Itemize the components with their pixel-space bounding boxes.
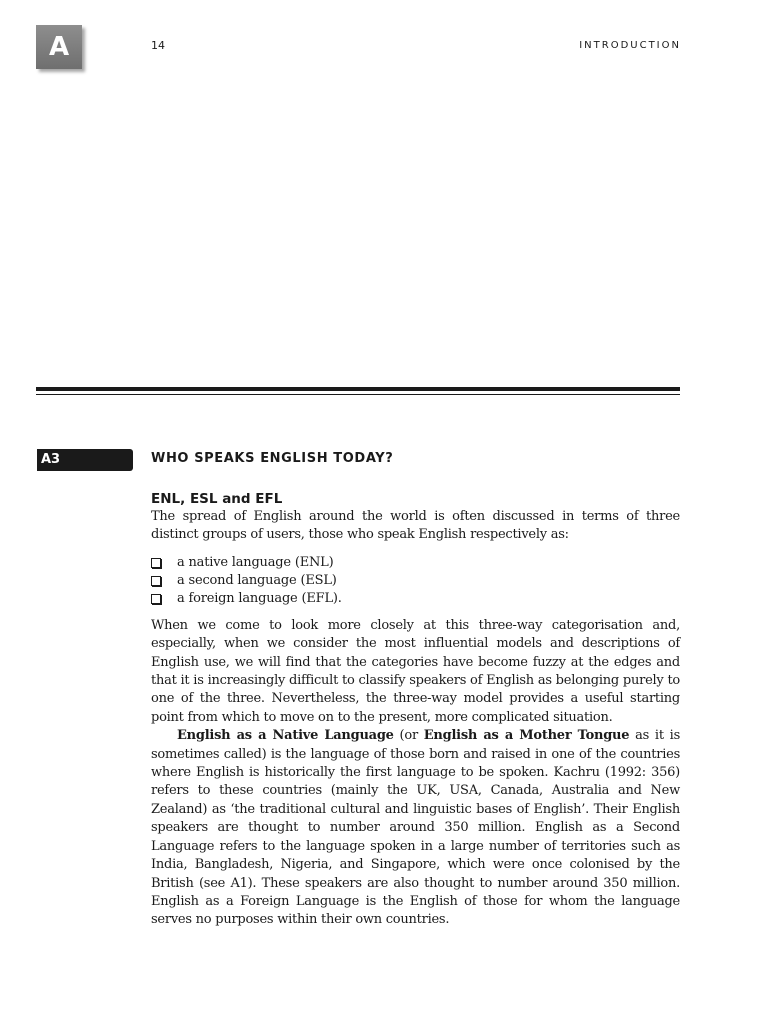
paragraph-2-text-a: (or [393,728,424,744]
paragraph-2-text-b: as it is sometimes called) is the language of those born and raised in one of the countries where English is historically the first language to be spoken. Kachru (1992: 356) refers to these countries (mainly the UK, USA, Canada, Australia and New Zealand) as ‘the traditional cultural and linguistic bases of English’. Their English speakers are thought to number around 350 million. English as a Second Language refers to the language spoken in a large number of territories such as India, Bangladesh, Nigeria, and Singapore, which were once colonised by the British (see A1). These speakers are also thought to number around 350 million. English as a Foreign Language is the English of those for whom the language serves no purposes within their own countries. [151,728,680,928]
list-item-text: a native language (ENL) [177,554,334,570]
divider-thin [36,394,680,395]
section-badge-letter: A [48,32,70,62]
intro-paragraph: The spread of English around the world is often discussed in terms of three distinct groups of users, those who speak English respectively as: [151,509,680,543]
page-number: 14 [151,39,165,52]
checkbox-bullet-icon [151,576,161,586]
unit-title: WHO SPEAKS ENGLISH TODAY? [151,451,394,466]
checkbox-bullet-icon [151,558,161,568]
list-item-text: a foreign language (EFL). [177,590,342,606]
checkbox-bullet-icon [151,594,161,604]
running-head: INTRODUCTION [579,40,681,51]
term-enl: English as a Native Language [177,728,394,744]
list-item [151,572,680,590]
unit-tag: A3 [37,449,133,471]
list-item [151,554,680,572]
section-badge [36,25,82,69]
body-content [151,490,680,930]
divider-thick [36,387,680,391]
term-emt: English as a Mother Tongue [423,728,630,744]
bullet-list [151,554,680,608]
section-subheading: ENL, ESL and EFL [151,491,283,507]
body-paragraph-2 [151,727,680,929]
list-item [151,590,680,608]
list-item-text: a second language (ESL) [177,572,337,588]
body-paragraph-1: When we come to look more closely at this three-way categorisation and, especially, when we consider the most influential models and descriptions of English use, we will find that the categories have become fuzzy at the edges and that it is increasingly difficult to classify speakers of English as belonging purely to one of the three. Nevertheless, the three-way model provides a useful starting point from which to move on to the present, more complicated situation. [151,617,680,725]
